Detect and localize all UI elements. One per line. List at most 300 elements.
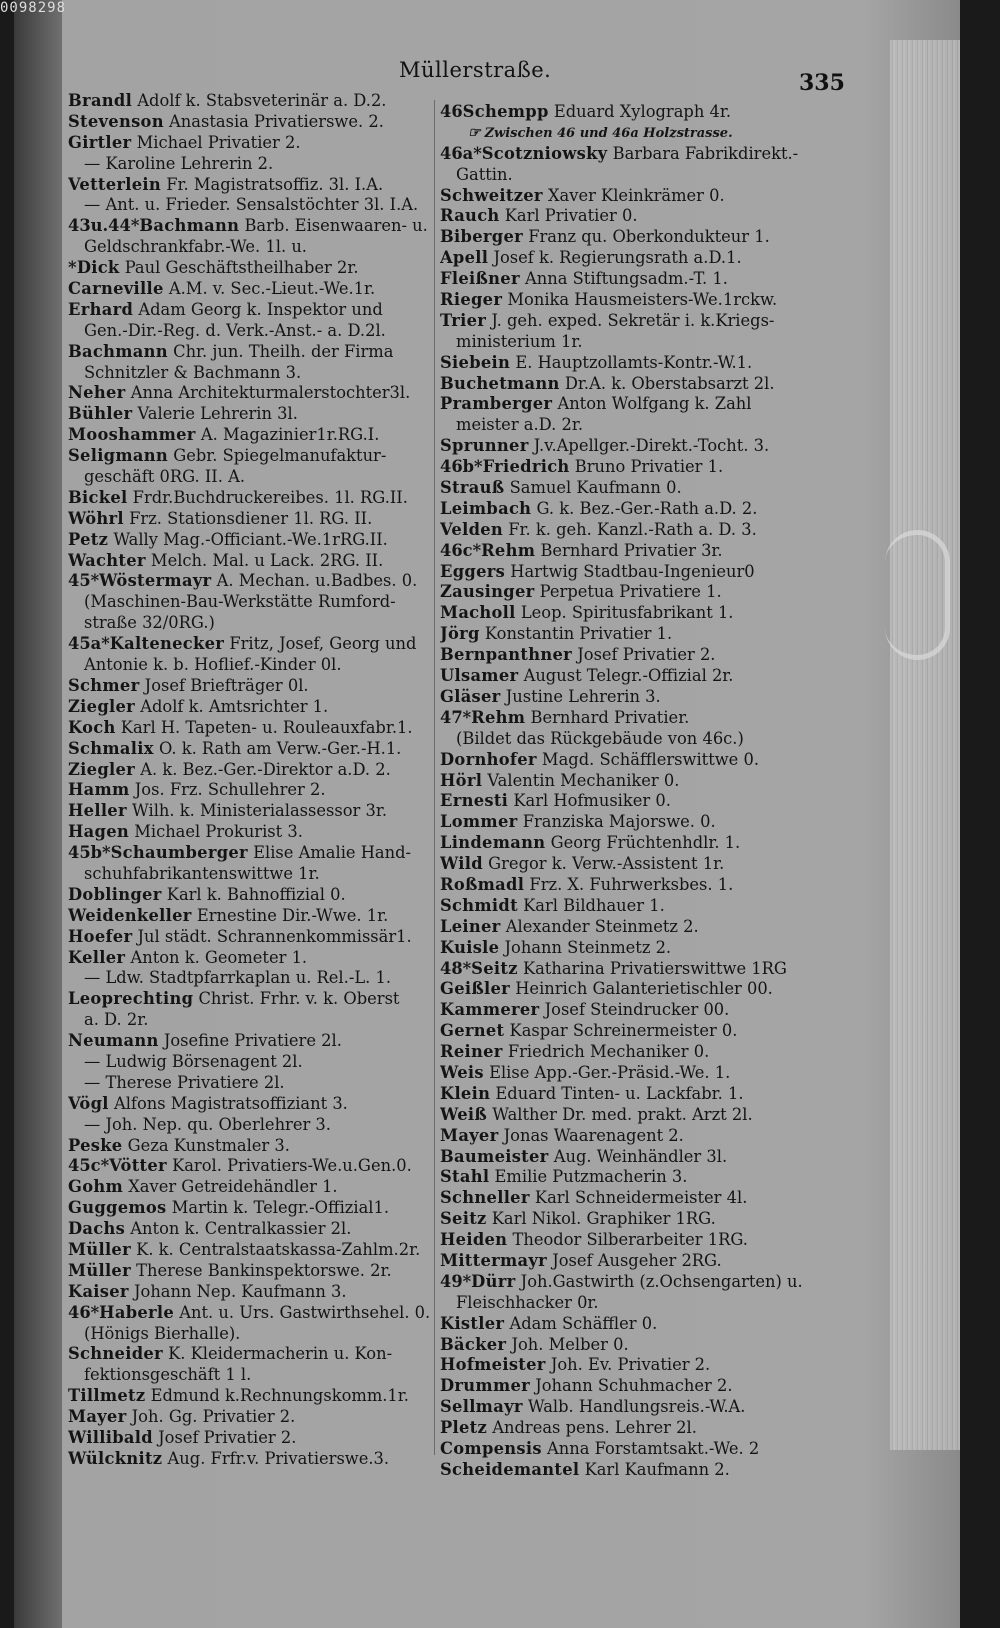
entry-details: Valentin Mechaniker 0. <box>487 770 680 790</box>
directory-entry <box>440 1188 840 1209</box>
directory-entry <box>68 989 440 1010</box>
directory-entry <box>440 729 840 750</box>
entry-details: Xaver Getreidehändler 1. <box>128 1177 338 1197</box>
entry-details: Justine Lehrerin 3. <box>505 686 661 706</box>
entry-details: Karl k. Bahnoffizial 0. <box>166 884 346 904</box>
resident-name: Bäcker <box>440 1334 507 1354</box>
directory-entry <box>440 645 840 666</box>
directory-entry <box>440 917 840 938</box>
directory-entry <box>68 551 440 572</box>
house-number: 46a* <box>440 143 482 163</box>
entry-details: Andreas pens. Lehrer 2l. <box>492 1418 697 1438</box>
directory-entry <box>68 760 440 781</box>
entry-details: meister a.D. 2r. <box>456 415 584 435</box>
entry-details: — Ant. u. Frieder. Sensalstöchter 3l. I.A. <box>84 195 419 215</box>
directory-entry <box>68 1156 440 1177</box>
entry-details: Barbara Fabrikdirekt.- <box>612 143 799 163</box>
directory-entry <box>440 687 840 708</box>
directory-entry <box>440 123 840 144</box>
directory-entry <box>68 1449 440 1470</box>
resident-name: Schmer <box>68 675 140 695</box>
entry-details: Fritz, Josef, Georg und <box>229 634 417 654</box>
entry-details: G. k. Bez.-Ger.-Rath a.D. 2. <box>536 498 758 518</box>
directory-entry <box>68 1407 440 1428</box>
directory-entry <box>68 530 440 551</box>
resident-name: Siebein <box>440 352 511 372</box>
directory-entry <box>68 488 440 509</box>
directory-entry <box>68 112 440 133</box>
directory-entry <box>68 571 440 592</box>
resident-name: Zausinger <box>440 582 535 602</box>
directory-entry <box>440 415 840 436</box>
directory-entry <box>68 1219 440 1240</box>
entry-details: Eduard Tinten- u. Lackfabr. 1. <box>495 1083 744 1103</box>
entry-details: Hartwig Stadtbau-Ingenieur0 <box>510 561 755 581</box>
entry-details: Jos. Frz. Schullehrer 2. <box>134 780 326 800</box>
directory-entry <box>440 1105 840 1126</box>
entry-details: Dr.A. k. Oberstabsarzt 2l. <box>564 373 775 393</box>
directory-entry <box>440 1355 840 1376</box>
resident-name: Rieger <box>440 290 503 310</box>
entry-details: Ernestine Dir.-Wwe. 1r. <box>196 905 389 925</box>
directory-entry <box>68 133 440 154</box>
resident-name: Seitz <box>471 958 518 978</box>
directory-entry <box>440 666 840 687</box>
right-column <box>440 102 840 1481</box>
entry-details: Gebr. Spiegelmanufaktur- <box>173 446 387 466</box>
entry-details: Adolf k. Amtsrichter 1. <box>140 696 329 716</box>
resident-name: Bachmann <box>68 341 168 361</box>
entry-details: Melch. Mal. u Lack. 2RG. II. <box>150 550 384 570</box>
directory-entry <box>440 1000 840 1021</box>
resident-name: Lommer <box>440 812 518 832</box>
resident-name: Wülcknitz <box>68 1448 163 1468</box>
directory-entry <box>440 1042 840 1063</box>
entry-details: Edmund k.Rechnungskomm.1r. <box>150 1386 409 1406</box>
resident-name: Girtler <box>68 132 132 152</box>
entry-details: Fr. k. geh. Kanzl.-Rath a. D. 3. <box>508 519 757 539</box>
house-number: 45* <box>68 571 100 591</box>
directory-entry <box>68 425 440 446</box>
entry-details: Josef Privatier 2. <box>158 1428 297 1447</box>
resident-name: Heller <box>68 801 127 821</box>
directory-entry <box>68 739 440 760</box>
resident-name: Wöhrl <box>68 508 124 528</box>
directory-entry <box>440 353 840 374</box>
directory-entry <box>440 269 840 290</box>
resident-name: Leimbach <box>440 498 532 518</box>
resident-name: Gernet <box>440 1021 505 1041</box>
entry-details: Anton k. Geometer 1. <box>130 947 308 967</box>
directory-entry <box>440 896 840 917</box>
resident-name: Buchetmann <box>440 373 560 393</box>
resident-name: Mooshammer <box>68 425 196 445</box>
directory-entry <box>440 1397 840 1418</box>
rubber-band <box>885 530 950 660</box>
directory-entry <box>68 216 440 237</box>
resident-name: Schmalix <box>68 738 154 758</box>
directory-entry <box>68 1282 440 1303</box>
entry-details: Karl Nikol. Graphiker 1RG. <box>491 1209 716 1229</box>
entry-details: Monika Hausmeisters-We.1rckw. <box>507 290 778 310</box>
resident-name: Seligmann <box>68 446 169 466</box>
directory-entry <box>440 478 840 499</box>
resident-name: Brandl <box>68 91 133 110</box>
house-number: 45b* <box>68 843 111 863</box>
entry-details: Adam Schäffler 0. <box>509 1313 658 1333</box>
resident-name: Haberle <box>99 1302 175 1322</box>
resident-name: Kistler <box>440 1313 505 1333</box>
directory-entry <box>68 1010 440 1031</box>
entry-details: Alexander Steinmetz 2. <box>505 916 699 936</box>
resident-name: Hörl <box>440 770 483 790</box>
directory-entry <box>68 237 440 258</box>
entry-details: Kaspar Schreinermeister 0. <box>509 1021 738 1041</box>
directory-entry <box>440 165 840 186</box>
resident-name: Scheidemantel <box>440 1459 580 1479</box>
directory-entry <box>68 780 440 801</box>
entry-details: Fr. Magistratsoffiz. 3l. I.A. <box>166 174 384 194</box>
resident-name: Velden <box>440 519 504 539</box>
directory-entry <box>440 624 840 645</box>
resident-name: Klein <box>440 1083 491 1103</box>
resident-name: Carneville <box>68 279 164 299</box>
directory-entry <box>68 906 440 927</box>
resident-name: Eggers <box>440 561 506 581</box>
resident-name: Gohm <box>68 1177 124 1197</box>
directory-entry <box>68 843 440 864</box>
resident-name: *Dick <box>68 258 120 278</box>
entry-details: Ant. u. Urs. Gastwirthsehel. 0. <box>179 1302 431 1322</box>
resident-name: Wachter <box>68 550 146 570</box>
entry-details: Josef Steindrucker 00. <box>544 1000 730 1020</box>
directory-entry <box>440 499 840 520</box>
directory-entry <box>440 227 840 248</box>
resident-name: Roßmadl <box>440 874 525 894</box>
directory-entry <box>68 1365 440 1386</box>
resident-name: Bickel <box>68 487 128 507</box>
directory-entry <box>440 1230 840 1251</box>
left-column <box>68 91 440 1470</box>
house-number: 47* <box>440 707 472 727</box>
resident-name: Hagen <box>68 822 130 842</box>
directory-entry <box>440 1376 840 1397</box>
adjacent-page-edge <box>14 0 62 1628</box>
resident-name: Mittermayr <box>440 1250 547 1270</box>
directory-entry <box>440 1439 840 1460</box>
entry-details: Karl Bildhauer 1. <box>523 895 665 915</box>
entry-details: Josef Ausgeher 2RG. <box>552 1250 722 1270</box>
resident-name: Gläser <box>440 686 501 706</box>
directory-entry <box>440 1272 840 1293</box>
entry-details: Anton k. Centralkassier 2l. <box>130 1219 352 1239</box>
entry-details: Chr. jun. Theilh. der Firma <box>173 341 394 361</box>
resident-name: Ulsamer <box>440 666 519 686</box>
entry-details: Aug. Frfr.v. Privatierswe.3. <box>167 1448 390 1468</box>
entry-details: Joh. Gg. Privatier 2. <box>131 1407 296 1427</box>
entry-details: Frdr.Buchdruckereibes. 1l. RG.II. <box>132 487 408 507</box>
house-number: 43u.44* <box>68 216 140 236</box>
entry-details: Johann Steinmetz 2. <box>504 937 672 957</box>
resident-name: Scotzniowsky <box>481 143 608 163</box>
entry-details: Emilie Putzmacherin 3. <box>494 1167 688 1187</box>
entry-details: Leop. Spiritusfabrikant 1. <box>520 603 734 623</box>
directory-entry <box>68 1073 440 1094</box>
directory-entry <box>68 258 440 279</box>
resident-name: Erhard <box>68 299 134 319</box>
resident-name: Vötter <box>109 1156 167 1176</box>
entry-details: — Joh. Nep. qu. Oberlehrer 3. <box>84 1114 331 1134</box>
resident-name: Kammerer <box>440 1000 540 1020</box>
entry-details: Jul städt. Schrannenkommissär1. <box>137 926 412 946</box>
directory-entry <box>440 1209 840 1230</box>
resident-name: Jörg <box>440 624 480 644</box>
entry-details: Walb. Handlungsreis.-W.A. <box>527 1397 746 1417</box>
resident-name: Stevenson <box>68 111 164 131</box>
house-number: 46* <box>68 1302 100 1322</box>
directory-entry <box>68 822 440 843</box>
directory-entry <box>68 697 440 718</box>
directory-entry <box>440 1460 840 1481</box>
entry-details: (Bildet das Rückgebäude von 46c.) <box>456 728 744 748</box>
directory-entry <box>68 613 440 634</box>
directory-entry <box>440 1418 840 1439</box>
entry-details: Schnitzler & Bachmann 3. <box>84 362 302 382</box>
entry-details: Heinrich Galanterietischler 00. <box>515 979 773 999</box>
entry-details: Joh.Gastwirth (z.Ochsengarten) u. <box>520 1271 803 1291</box>
entry-details: Karol. Privatiers-We.u.Gen.0. <box>172 1156 412 1176</box>
entry-details: Christ. Frhr. v. k. Oberst <box>198 989 400 1009</box>
entry-details: Karl H. Tapeten- u. Rouleauxfabr.1. <box>120 717 413 737</box>
directory-entry <box>440 833 840 854</box>
entry-details: Georg Früchtenhdlr. 1. <box>550 833 741 853</box>
entry-details: Karl Privatier 0. <box>504 206 638 226</box>
resident-name: Wild <box>440 854 483 874</box>
directory-entry <box>440 854 840 875</box>
entry-details: Bernhard Privatier. <box>530 707 690 727</box>
directory-entry <box>68 1303 440 1324</box>
directory-entry <box>440 394 840 415</box>
entry-details: Karl Schneidermeister 4l. <box>534 1188 748 1208</box>
page-fore-edge <box>890 40 960 1450</box>
entry-details: Anna Stiftungsadm.-T. 1. <box>525 269 728 289</box>
house-number: 48* <box>440 958 472 978</box>
directory-entry <box>68 154 440 175</box>
entry-details: Josef Privatier 2. <box>577 645 716 665</box>
resident-name: Friedrich <box>482 457 570 477</box>
directory-page <box>14 0 960 1628</box>
house-number: 45a* <box>68 634 110 654</box>
entry-details: Geldschrankfabr.-We. 1l. u. <box>84 237 307 257</box>
entry-details: August Telegr.-Offizial 2r. <box>523 666 734 686</box>
directory-entry <box>68 321 440 342</box>
page-header: Müllerstraße. <box>399 58 552 82</box>
entry-details: Anastasia Privatierswe. 2. <box>169 111 384 131</box>
directory-entry <box>68 1386 440 1407</box>
directory-entry <box>68 195 440 216</box>
resident-name: Geißler <box>440 979 511 999</box>
resident-name: Vögl <box>68 1093 109 1113</box>
resident-name: Müller <box>68 1260 131 1280</box>
resident-name: Lindemann <box>440 833 546 853</box>
directory-entry <box>440 1314 840 1335</box>
entry-details: Frz. X. Fuhrwerksbes. 1. <box>529 874 734 894</box>
directory-entry <box>68 968 440 989</box>
directory-entry <box>440 1063 840 1084</box>
entry-details: Franziska Majorswe. 0. <box>522 812 716 832</box>
directory-entry <box>68 1177 440 1198</box>
directory-entry <box>68 467 440 488</box>
resident-name: Seitz <box>440 1209 487 1229</box>
entry-details: — Therese Privatiere 2l. <box>84 1072 285 1092</box>
resident-name: Dachs <box>68 1219 126 1239</box>
directory-entry <box>68 1240 440 1261</box>
entry-details: Joh. Melber 0. <box>511 1334 629 1354</box>
entry-details: Elise App.-Ger.-Präsid.-We. 1. <box>489 1062 731 1082</box>
archive-code: 0098298 <box>0 0 67 16</box>
resident-name: Schmidt <box>440 895 518 915</box>
entry-details: (Hönigs Bierhalle). <box>84 1323 241 1343</box>
resident-name: Stahl <box>440 1167 490 1187</box>
resident-name: Neher <box>68 383 126 403</box>
directory-entry <box>440 750 840 771</box>
directory-entry <box>68 1261 440 1282</box>
resident-name: Tillmetz <box>68 1386 146 1406</box>
directory-entry <box>440 582 840 603</box>
directory-entry <box>440 708 840 729</box>
entry-details: Michael Prokurist 3. <box>134 822 303 842</box>
resident-name: Dürr <box>471 1271 516 1291</box>
entry-details: J. geh. exped. Sekretär i. k.Kriegs- <box>491 310 775 330</box>
directory-entry <box>68 885 440 906</box>
resident-name: Schaumberger <box>110 843 248 863</box>
directory-entry <box>68 363 440 384</box>
directory-entry <box>68 1052 440 1073</box>
directory-entry <box>440 457 840 478</box>
directory-entry <box>68 1324 440 1345</box>
resident-name: Compensis <box>440 1439 542 1458</box>
house-number: 45c* <box>68 1156 110 1176</box>
directory-entry <box>68 592 440 613</box>
directory-entry <box>68 718 440 739</box>
entry-details: E. Hauptzollamts-Kontr.-W.1. <box>515 352 753 372</box>
directory-entry <box>440 875 840 896</box>
directory-entry <box>440 248 840 269</box>
directory-entry <box>68 404 440 425</box>
resident-name: Doblinger <box>68 884 162 904</box>
directory-entry <box>440 959 840 980</box>
resident-name: Bühler <box>68 404 133 424</box>
entry-details: Michael Privatier 2. <box>136 132 301 152</box>
entry-details: Frz. Stationsdiener 1l. RG. II. <box>129 508 373 528</box>
entry-details: — Ldw. Stadtpfarrkaplan u. Rel.-L. 1. <box>84 968 392 988</box>
resident-name: Keller <box>68 947 126 967</box>
resident-name: Rauch <box>440 206 500 226</box>
entry-details: straße 32/0RG.) <box>84 613 215 633</box>
directory-entry <box>440 603 840 624</box>
resident-name: Apell <box>440 248 489 268</box>
directory-entry <box>68 1344 440 1365</box>
directory-entry <box>440 332 840 353</box>
directory-entry <box>440 1084 840 1105</box>
resident-name: Rehm <box>481 540 536 560</box>
entry-details: fektionsgeschäft 1 l. <box>84 1365 252 1385</box>
resident-name: Schneider <box>68 1344 163 1364</box>
directory-entry <box>440 1293 840 1314</box>
entry-details: Anna Architekturmalerstochter3l. <box>130 383 411 403</box>
entry-details: Valerie Lehrerin 3l. <box>137 404 298 424</box>
entry-details: — Ludwig Börsenagent 2l. <box>84 1051 303 1071</box>
resident-name: Trier <box>440 310 487 330</box>
resident-name: Weidenkeller <box>68 905 192 925</box>
directory-entry <box>68 801 440 822</box>
entry-details: Johann Nep. Kaufmann 3. <box>133 1281 347 1301</box>
directory-entry <box>440 290 840 311</box>
entry-details: — Karoline Lehrerin 2. <box>84 153 274 173</box>
entry-details: Elise Amalie Hand- <box>253 843 412 863</box>
directory-entry <box>68 1198 440 1219</box>
resident-name: Koch <box>68 717 116 737</box>
resident-name: Sprunner <box>440 436 529 456</box>
entry-details: Fleischhacker 0r. <box>456 1292 599 1312</box>
directory-entry <box>68 91 440 112</box>
directory-entry <box>440 562 840 583</box>
resident-name: Biberger <box>440 227 523 247</box>
entry-details: Karl Kaufmann 2. <box>584 1459 730 1479</box>
entry-details: Josef Briefträger 0l. <box>144 675 309 695</box>
directory-entry <box>68 509 440 530</box>
entry-details: Xaver Kleinkrämer 0. <box>547 185 725 205</box>
entry-details: Josefine Privatiere 2l. <box>163 1031 342 1051</box>
entry-details: Theodor Silberarbeiter 1RG. <box>512 1230 748 1250</box>
directory-entry <box>440 206 840 227</box>
directory-entry <box>68 655 440 676</box>
directory-entry <box>68 300 440 321</box>
directory-entry <box>68 634 440 655</box>
entry-details: Samuel Kaufmann 0. <box>509 478 682 498</box>
directory-entry <box>68 446 440 467</box>
entry-details: Katharina Privatierswittwe 1RG <box>522 958 787 978</box>
entry-details: a. D. 2r. <box>84 1010 149 1030</box>
entry-details: Anna Forstamtsakt.-We. 2 <box>547 1439 760 1458</box>
house-number: 46b* <box>440 457 483 477</box>
entry-details: Adam Georg k. Inspektor und <box>138 299 383 319</box>
entry-details: Magd. Schäfflerswittwe 0. <box>541 749 760 769</box>
entry-details: Therese Bankinspektorswe. 2r. <box>136 1260 392 1280</box>
directory-entry <box>440 436 840 457</box>
directory-entry <box>68 279 440 300</box>
entry-details: Wilh. k. Ministerialassessor 3r. <box>132 801 388 821</box>
resident-name: Schempp <box>462 102 549 121</box>
resident-name: Kuisle <box>440 937 500 957</box>
entry-details: A.M. v. Sec.-Lieut.-We.1r. <box>168 279 376 299</box>
entry-details: Barb. Eisenwaaren- u. <box>244 216 428 236</box>
resident-name: Strauß <box>440 478 505 498</box>
entry-details: A. Mechan. u.Badbes. 0. <box>216 571 418 591</box>
resident-name: Hamm <box>68 780 130 800</box>
directory-entry <box>68 175 440 196</box>
resident-name: Mayer <box>68 1407 127 1427</box>
pointing-hand-icon: ☞ <box>468 124 481 141</box>
entry-details: geschäft 0RG. II. A. <box>84 467 246 487</box>
directory-entry <box>440 979 840 1000</box>
entry-details: Aug. Weinhändler 3l. <box>553 1146 728 1166</box>
entry-details: (Maschinen-Bau-Werkstätte Rumford- <box>84 592 396 612</box>
directory-entry <box>440 938 840 959</box>
entry-details: Martin k. Telegr.-Offizial1. <box>171 1198 390 1218</box>
resident-name: Ziegler <box>68 759 136 779</box>
resident-name: Fleißner <box>440 269 520 289</box>
